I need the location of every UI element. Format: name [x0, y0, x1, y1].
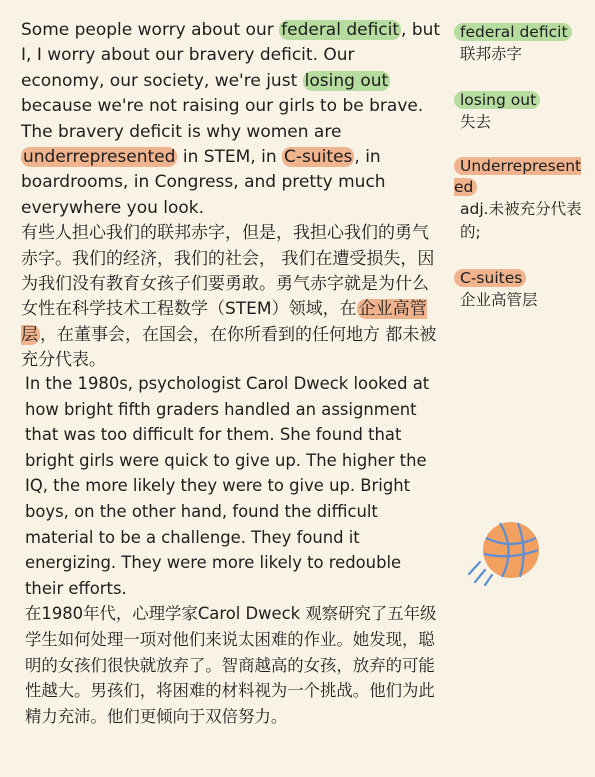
text-run: Some people worry about our: [21, 20, 280, 40]
vocab-gloss: 企业高管层: [460, 291, 538, 309]
basketball-icon: [466, 520, 546, 590]
text-run: 有些人担心我们的联邦赤字，但是，我担心我们的勇气赤字。我们的经济，我们的社会， 我们在遭受损失，因为我们没有教育女孩子们要勇敢。勇气赤字就是为什么女性在科学技术工程数学（STEM）领域，在: [21, 223, 435, 320]
passage-2-chinese: 在1980年代，心理学家Carol Dweck 观察研究了五年级学生如何处理一项对他们来说太困难的作业。她发现，聪明的女孩们很快就放弃了。智商越高的女孩，放弃的可能性越大。男孩们，将困难的材料视为一个挑战。他们为此精力充沛。他们更倾向于双倍努力。: [25, 604, 437, 726]
vocab-gloss: 联邦赤字: [460, 45, 523, 63]
text-run: because we're not raising our girls to be brave. The bravery deficit is why women are: [21, 96, 424, 142]
passage-2: [25, 371, 437, 729]
text-run: , in boardrooms, in Congress, and pretty much everywhere you look.: [21, 147, 386, 218]
vocab-gloss: adj.未被充分代表的;: [460, 200, 582, 241]
vocab-term: C-suites: [454, 269, 526, 287]
vocab-item-underrepresented: [454, 156, 582, 244]
vocab-term: losing out: [454, 91, 540, 109]
vocab-term: federal deficit: [454, 23, 572, 41]
highlight-qiye-gaoguanceng: 企业高管层: [21, 299, 427, 345]
text-run: , but I, I worry about our bravery deficit. Our economy, our society, we're just: [21, 20, 441, 91]
highlight-underrepresented: underrepresented: [23, 147, 176, 168]
highlight-losing-out: losing out: [304, 70, 389, 91]
passage-1: [21, 18, 441, 374]
vocab-item-federal-deficit: [454, 22, 589, 66]
text-run: ，在董事会，在国会，在你所看到的任何地方 都未被充分代表。: [21, 324, 437, 371]
text-run: in STEM, in: [177, 147, 283, 168]
vocab-item-losing-out: [454, 90, 589, 134]
vocab-item-c-suites: [454, 268, 589, 312]
passage-1-english: [21, 18, 441, 221]
passage-2-english: In the 1980s, psychologist Carol Dweck looked at how bright fifth graders handled an assignment that was too difficult for them. She found that bright girls were quick to give up. The higher the IQ, the more likely they were to give up. Bright boys, on the other hand, found the difficult material to be a challenge. They found it energizing. They were more likely to redouble their efforts.: [25, 374, 430, 598]
highlight-c-suites: C-suites: [284, 147, 353, 168]
passage-1-chinese: [21, 221, 441, 373]
vocab-term: Underrepresented: [454, 157, 582, 196]
highlight-federal-deficit: federal deficit: [281, 20, 400, 40]
vocab-gloss: 失去: [460, 113, 492, 131]
